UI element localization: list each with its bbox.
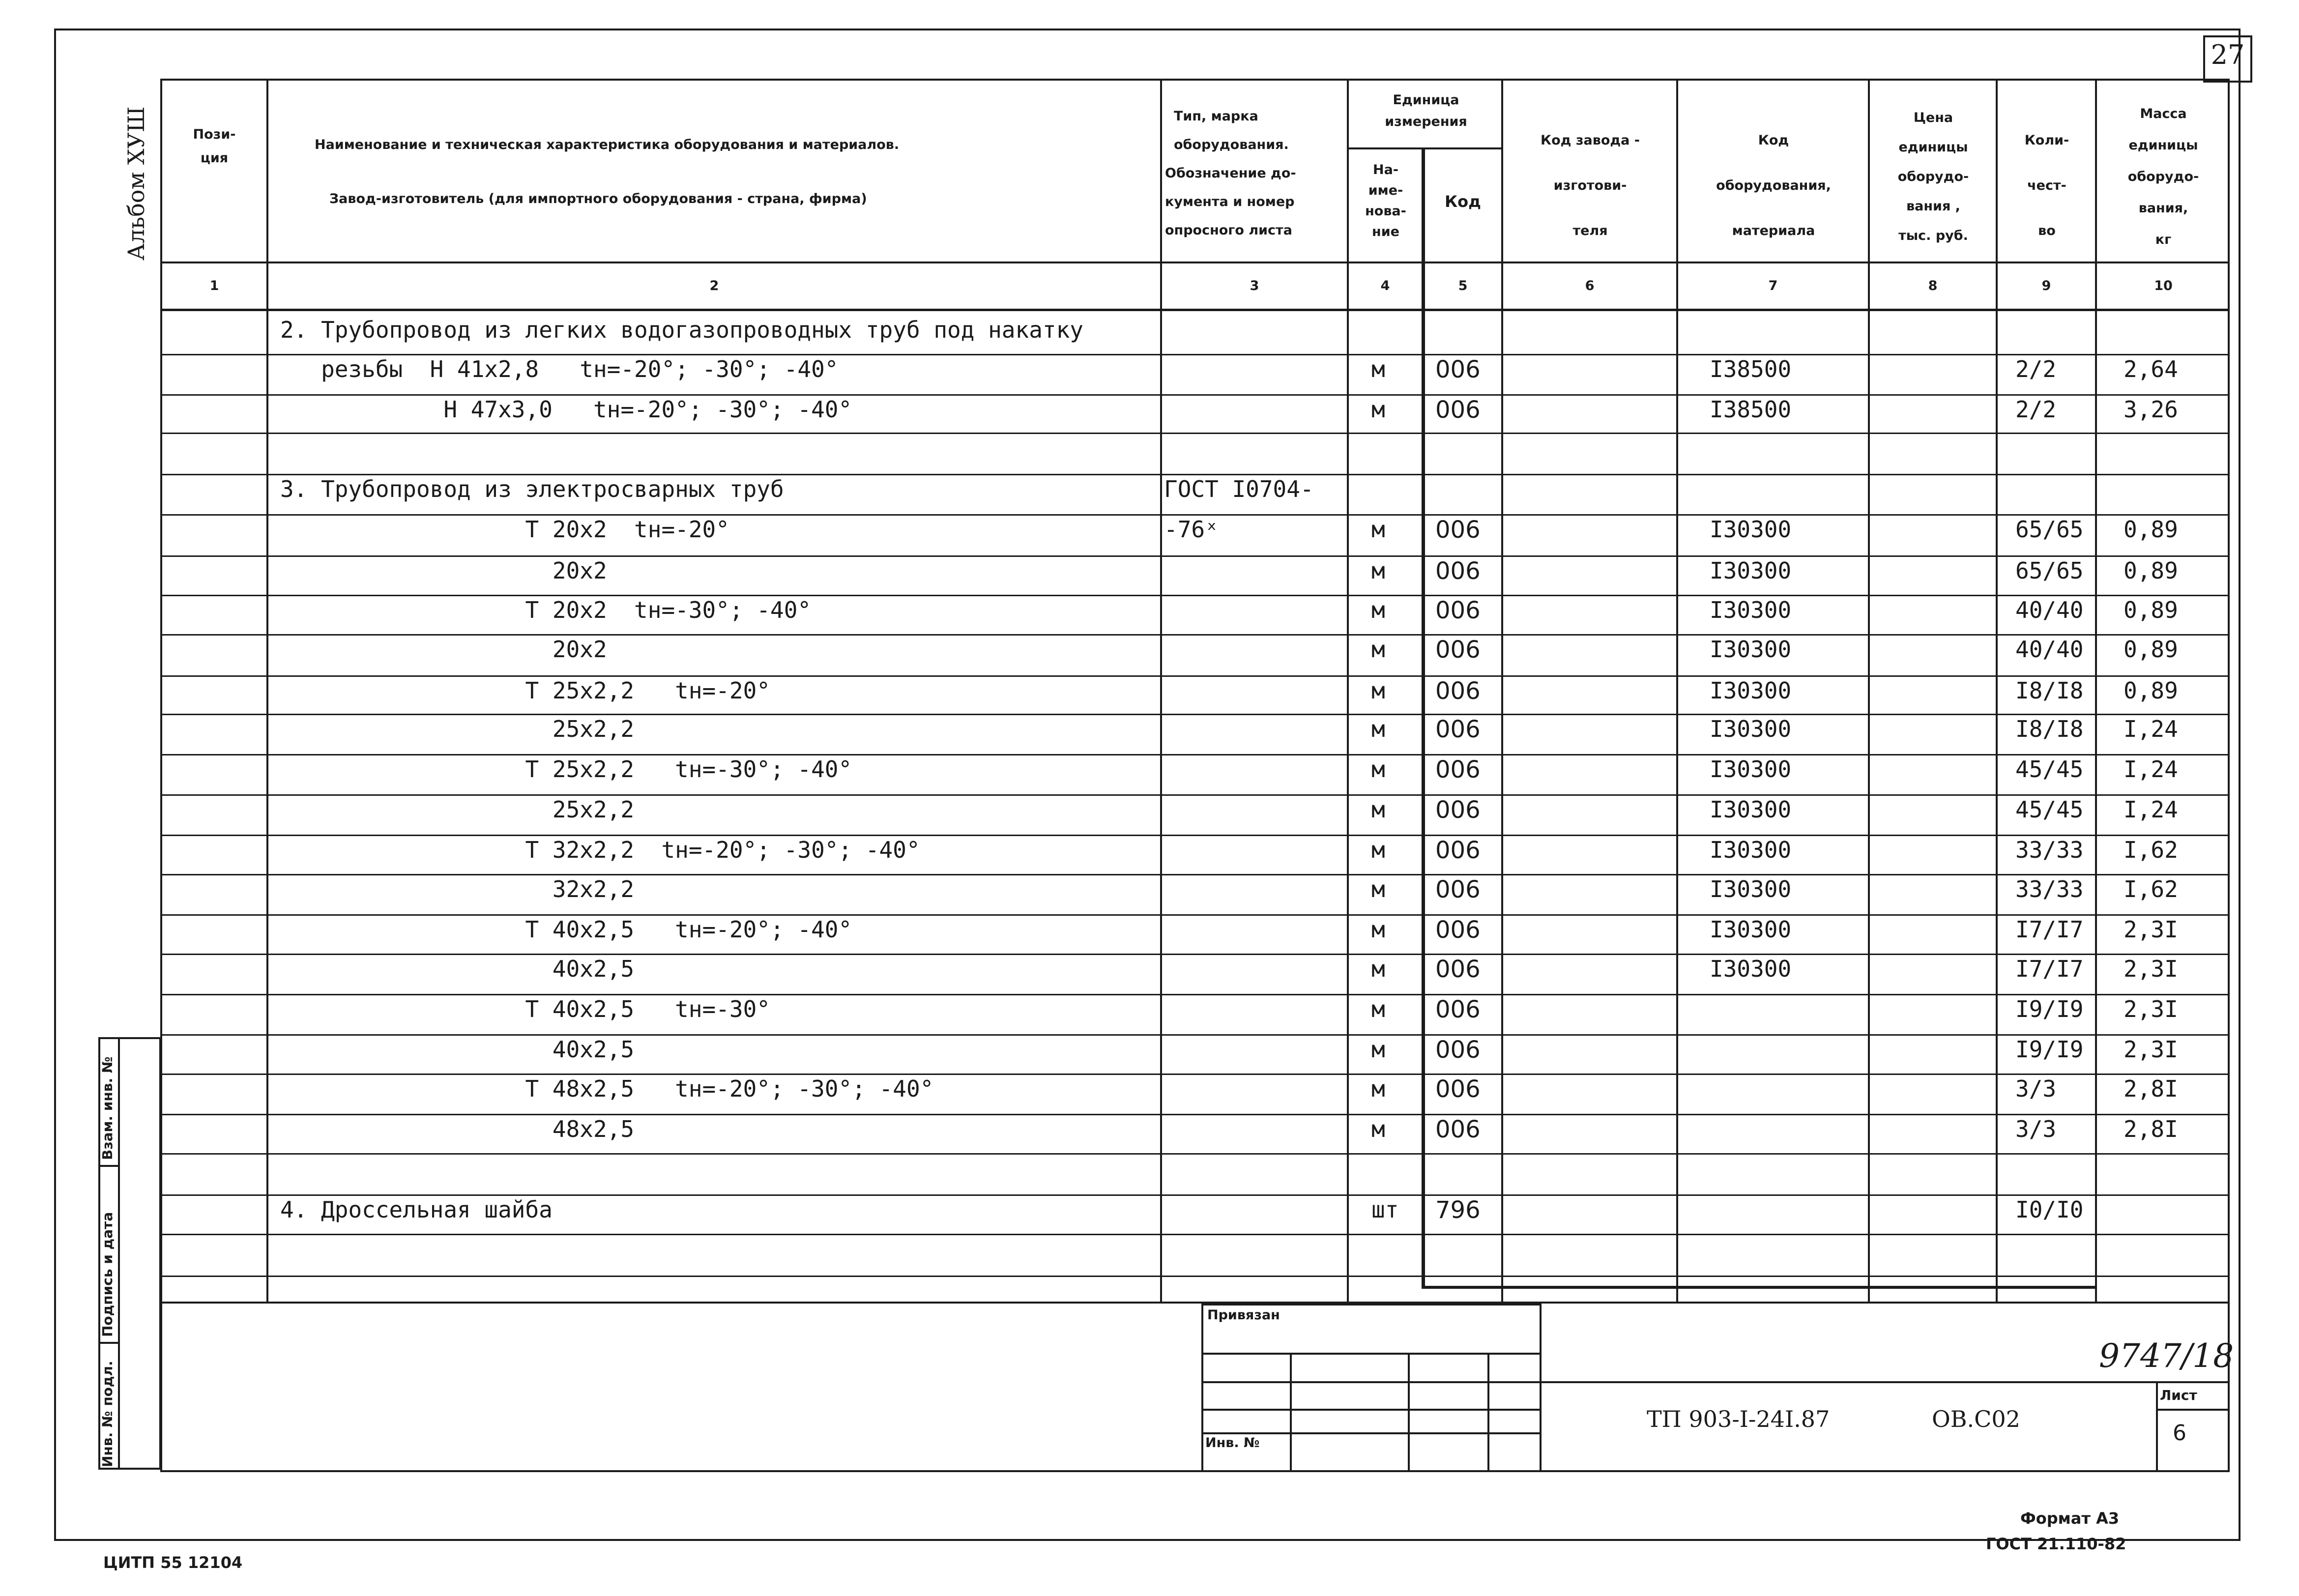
item-name: Т 40x2,5 tн=-30°: [280, 996, 770, 1022]
side-stamp-divider: [118, 1037, 120, 1470]
quantity: 40/40: [2015, 636, 2084, 663]
row-separator: [160, 874, 2230, 875]
hdr-mass: Масса единицы оборудо- вания, кг: [2127, 106, 2199, 247]
quantity: I9/I9: [2015, 996, 2084, 1022]
col-num-10: 10: [2154, 278, 2173, 293]
col-num-6: 6: [1585, 278, 1595, 293]
hdr-unit-code: Код: [1445, 192, 1481, 211]
material-code: I38500: [1710, 356, 1792, 382]
row-separator: [160, 914, 2230, 916]
unit-name: м: [1371, 796, 1385, 823]
album-label: Альбом XУШ: [123, 106, 149, 261]
material-code: I30300: [1710, 677, 1792, 704]
item-name: 20x2: [280, 557, 607, 584]
stamp-line: [1408, 1353, 1410, 1472]
unit-mass: 2,8I: [2124, 1075, 2178, 1102]
unit-mass: 0,89: [2124, 557, 2178, 584]
item-name: Т 20x2 tн=-20°: [280, 516, 729, 543]
unit-name: м: [1371, 636, 1385, 663]
unit-mass: I,62: [2124, 876, 2178, 902]
unit-name: м: [1371, 716, 1385, 742]
stamp-list-sep: [2156, 1409, 2230, 1411]
unit-name: м: [1371, 516, 1385, 543]
unit-code: 006: [1435, 557, 1481, 585]
side-stamp-podpis: Подпись и дата: [99, 1212, 116, 1337]
page-number: 27: [2211, 39, 2245, 70]
stamp-line: [1487, 1353, 1489, 1472]
row-separator: [160, 835, 2230, 836]
item-name: 25x2,2: [280, 796, 635, 823]
row-separator: [160, 354, 2230, 355]
unit-code: 006: [1435, 916, 1481, 944]
col-line: [1676, 79, 1678, 1303]
stamp-line: [1201, 1381, 1542, 1383]
item-name: 40x2,5: [280, 1036, 635, 1063]
row-separator: [160, 754, 2230, 755]
row-separator: [160, 634, 2230, 636]
item-name: 20x2: [280, 636, 607, 663]
unit-name: м: [1371, 1116, 1385, 1142]
body-bottom-bold: [1422, 1286, 2097, 1289]
col-num-5: 5: [1458, 278, 1468, 293]
col-line: [1501, 79, 1503, 1303]
doc-ref: ГОСТ I0704-: [1164, 476, 1314, 502]
quantity: 45/45: [2015, 756, 2084, 783]
col-num-1: 1: [209, 278, 219, 293]
hdr-unit: Единица измерения: [1385, 92, 1467, 129]
item-name: 48x2,5: [280, 1116, 635, 1142]
unit-mass: 3,26: [2124, 396, 2178, 423]
stamp-list-divider: [2156, 1381, 2158, 1472]
col-num-8: 8: [1928, 278, 1938, 293]
unit-mass: I,62: [2124, 837, 2178, 863]
unit-name: м: [1371, 996, 1385, 1022]
unit-name: м: [1371, 597, 1385, 623]
hdr-unit-name: На- име- нова- ние: [1365, 162, 1406, 239]
row-separator: [160, 1034, 2230, 1036]
material-code: I30300: [1710, 956, 1792, 982]
unit-name: м: [1371, 916, 1385, 943]
unit-name: м: [1371, 1036, 1385, 1063]
item-name: Т 20x2 tн=-30°; -40°: [280, 597, 812, 623]
quantity: I9/I9: [2015, 1036, 2084, 1063]
unit-code: 006: [1435, 996, 1481, 1023]
quantity: I8/I8: [2015, 716, 2084, 742]
unit-code: 006: [1435, 636, 1481, 664]
item-name: Т 40x2,5 tн=-20°; -40°: [280, 916, 852, 943]
row-separator: [160, 954, 2230, 955]
stamp-list-label: Лист: [2160, 1387, 2197, 1403]
col-line-bold: [1422, 147, 1425, 1288]
quantity: 3/3: [2015, 1075, 2057, 1102]
unit-name: шт: [1371, 1196, 1399, 1223]
side-stamp-sep: [98, 1165, 120, 1167]
item-name: 25x2,2: [280, 716, 635, 742]
unit-code: 006: [1435, 756, 1481, 783]
material-code: I30300: [1710, 716, 1792, 742]
col-line: [1996, 79, 1998, 1303]
unit-code: 006: [1435, 396, 1481, 424]
unit-code: 796: [1435, 1196, 1481, 1224]
item-name: Т 25x2,2 tн=-30°; -40°: [280, 756, 852, 783]
item-name: 40x2,5: [280, 956, 635, 982]
unit-code: 006: [1435, 716, 1481, 743]
stamp-line: [1201, 1353, 1542, 1355]
quantity: I0/I0: [2015, 1196, 2084, 1223]
row-separator: [160, 595, 2230, 596]
unit-mass: 2,3I: [2124, 996, 2178, 1022]
quantity: 45/45: [2015, 796, 2084, 823]
item-name: 4. Дроссельная шайба: [280, 1196, 553, 1223]
col-num-9: 9: [2041, 278, 2051, 293]
gost-label: ГОСТ 21.110-82: [1986, 1535, 2126, 1553]
quantity: 65/65: [2015, 516, 2084, 543]
header-bottom-line: [160, 261, 2230, 263]
item-name: 3. Трубопровод из электросварных труб: [280, 476, 784, 502]
unit-mass: 2,3I: [2124, 956, 2178, 982]
row-separator: [160, 1074, 2230, 1075]
unit-mass: I,24: [2124, 716, 2178, 742]
row-separator: [160, 514, 2230, 516]
row-separator: [160, 1276, 2230, 1277]
side-stamp-sep: [98, 1342, 120, 1344]
unit-code: 006: [1435, 1036, 1481, 1064]
doc-ref: -76ˣ: [1164, 516, 1219, 543]
material-code: I30300: [1710, 837, 1792, 863]
unit-code: 006: [1435, 356, 1481, 383]
unit-name: м: [1371, 677, 1385, 704]
material-code: I30300: [1710, 636, 1792, 663]
quantity: 40/40: [2015, 597, 2084, 623]
unit-mass: 0,89: [2124, 597, 2178, 623]
bottom-left-code: ЦИТП 55 12104: [103, 1553, 243, 1572]
unit-code: 006: [1435, 837, 1481, 864]
row-separator: [160, 474, 2230, 475]
item-name: Т 25x2,2 tн=-20°: [280, 677, 770, 704]
unit-mass: I,24: [2124, 756, 2178, 783]
row-separator: [160, 1153, 2230, 1155]
material-code: I30300: [1710, 876, 1792, 902]
stamp-privyazan: Привязан: [1207, 1307, 1280, 1323]
stamp-inv: Инв. №: [1205, 1435, 1260, 1451]
quantity: 33/33: [2015, 837, 2084, 863]
col-num-7: 7: [1768, 278, 1778, 293]
quantity: I8/I8: [2015, 677, 2084, 704]
unit-code: 006: [1435, 597, 1481, 624]
unit-code: 006: [1435, 1075, 1481, 1103]
unit-code: 006: [1435, 677, 1481, 705]
unit-name: м: [1371, 956, 1385, 982]
hdr-type: Тип, марка оборудования. Обозначение до- кумента и номер опросного листа: [1165, 109, 1296, 238]
material-code: I30300: [1710, 597, 1792, 623]
unit-code: 006: [1435, 516, 1481, 544]
col-num-4: 4: [1380, 278, 1390, 293]
quantity: 65/65: [2015, 557, 2084, 584]
unit-code: 006: [1435, 956, 1481, 983]
material-code: I30300: [1710, 516, 1792, 543]
row-separator: [160, 675, 2230, 677]
material-code: I30300: [1710, 796, 1792, 823]
stamp-main-top: [1542, 1381, 2230, 1383]
hdr-quantity: Коли- чест- во: [2024, 133, 2069, 238]
unit-mass: I,24: [2124, 796, 2178, 823]
unit-name: м: [1371, 356, 1385, 382]
handwritten-note: 9747/18: [2099, 1337, 2234, 1375]
body-bottom-line: [160, 1302, 2230, 1304]
unit-name: м: [1371, 1075, 1385, 1102]
unit-name: м: [1371, 837, 1385, 863]
col-num-2: 2: [709, 278, 719, 293]
unit-mass: 0,89: [2124, 516, 2178, 543]
item-name: Т 48x2,5 tн=-20°; -30°; -40°: [280, 1075, 934, 1102]
stamp-code: ОВ.С02: [1932, 1406, 2020, 1432]
unit-name: м: [1371, 557, 1385, 584]
item-name: 2. Трубопровод из легких водогазопроводных труб под накатку: [280, 317, 1083, 343]
unit-code: 006: [1435, 876, 1481, 903]
quantity: 2/2: [2015, 396, 2057, 423]
row-separator: [160, 394, 2230, 396]
row-separator: [160, 433, 2230, 434]
quantity: 3/3: [2015, 1116, 2057, 1142]
quantity: I7/I7: [2015, 916, 2084, 943]
material-code: I38500: [1710, 396, 1792, 423]
col-line: [1868, 79, 1870, 1303]
quantity: 2/2: [2015, 356, 2057, 382]
stamp-line: [1201, 1409, 1542, 1411]
stamp-list-number: 6: [2173, 1421, 2186, 1446]
col-num-3: 3: [1250, 278, 1259, 293]
row-separator: [160, 1114, 2230, 1115]
material-code: I30300: [1710, 756, 1792, 783]
side-stamp-vzam: Взам. инв. №: [99, 1056, 116, 1160]
numbers-bottom-line: [160, 309, 2230, 311]
hdr-material-code: Код оборудования, материала: [1716, 133, 1831, 238]
quantity: 33/33: [2015, 876, 2084, 902]
unit-name: м: [1371, 876, 1385, 902]
col-line: [1347, 79, 1349, 1303]
stamp-line: [1201, 1432, 1542, 1434]
unit-code: 006: [1435, 796, 1481, 824]
hdr-price: Цена единицы оборудо- вания , тыс. руб.: [1897, 110, 1969, 243]
hdr-position: Пози- ция: [193, 127, 236, 166]
quantity: I7/I7: [2015, 956, 2084, 982]
col-line: [2095, 79, 2097, 1303]
item-name: резьбы Н 41x2,8 tн=-20°; -30°; -40°: [280, 356, 839, 382]
hdr-name: Наименование и техническая характеристика оборудования и материалов. Завод-изготовитель (для импортного оборудования - страна, фирма): [315, 137, 900, 206]
unit-name: м: [1371, 396, 1385, 423]
side-stamp-inv-podl: Инв. № подл.: [99, 1361, 116, 1467]
item-name: Т 32x2,2 tн=-20°; -30°; -40°: [280, 837, 920, 863]
unit-mass: 2,3I: [2124, 1036, 2178, 1063]
row-separator: [160, 1194, 2230, 1196]
material-code: I30300: [1710, 557, 1792, 584]
unit-mass: 0,89: [2124, 677, 2178, 704]
hdr-factory-code: Код завода - изготови- теля: [1541, 133, 1640, 238]
col-line: [1160, 79, 1162, 1303]
col-line: [266, 79, 268, 1303]
unit-mass: 2,64: [2124, 356, 2178, 382]
unit-name: м: [1371, 756, 1385, 783]
row-separator: [160, 714, 2230, 715]
row-separator: [160, 555, 2230, 557]
unit-split-line: [1347, 147, 1503, 149]
stamp-line: [1290, 1353, 1292, 1472]
row-separator: [160, 994, 2230, 995]
item-name: 32x2,2: [280, 876, 635, 902]
material-code: I30300: [1710, 916, 1792, 943]
row-separator: [160, 794, 2230, 796]
row-separator: [160, 1234, 2230, 1235]
unit-mass: 0,89: [2124, 636, 2178, 663]
format-label: Формат A3: [2020, 1509, 2120, 1528]
unit-code: 006: [1435, 1116, 1481, 1143]
item-name: Н 47x3,0 tн=-20°; -30°; -40°: [280, 396, 852, 423]
stamp-designation: ТП 903-I-24I.87: [1647, 1406, 1830, 1432]
unit-mass: 2,8I: [2124, 1116, 2178, 1142]
unit-mass: 2,3I: [2124, 916, 2178, 943]
